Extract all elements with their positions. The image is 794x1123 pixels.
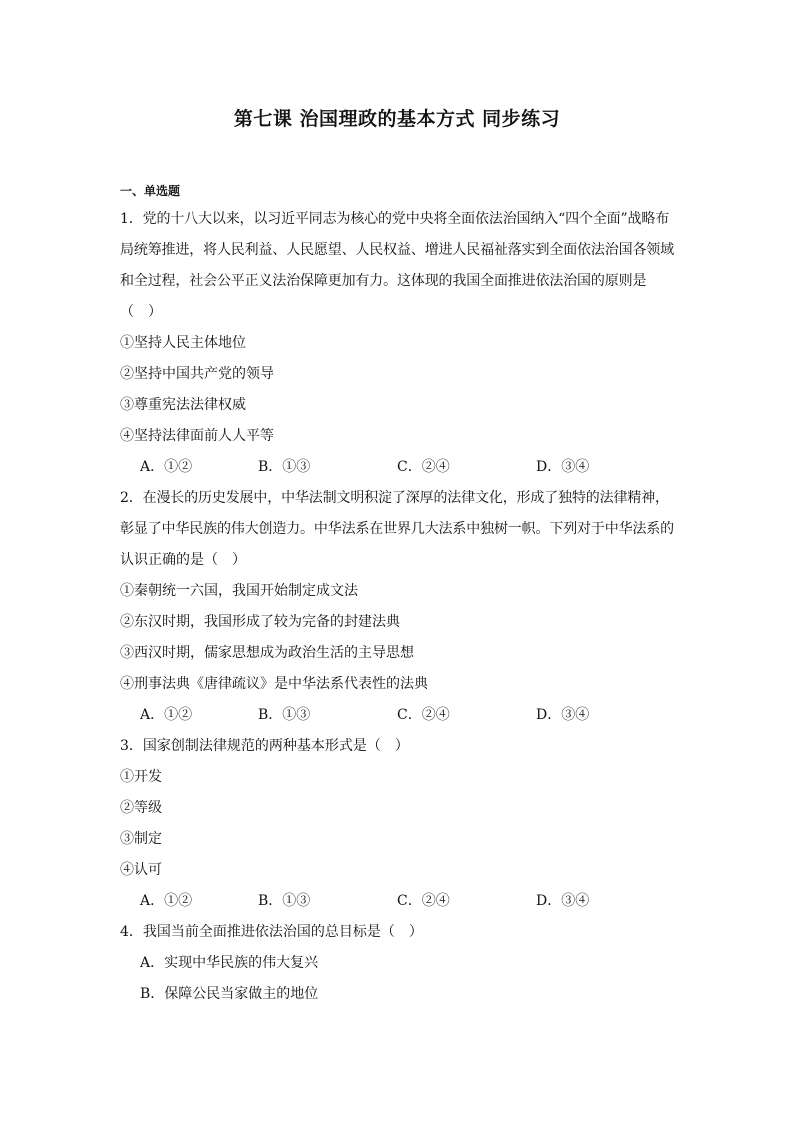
page-title: 第七课 治国理政的基本方式 同步练习 (233, 108, 561, 130)
choice-d: D．③④ (536, 707, 590, 723)
choice-a: A．①② (140, 459, 193, 475)
question-stem-line: 彰显了中华民族的伟大创造力。中华法系在世界几大法系中独树一帜。下列对于中华法系的 (120, 521, 674, 537)
question-4 (120, 917, 680, 1010)
answer-choices (120, 452, 680, 483)
section-heading: 一、单选题 (120, 184, 181, 198)
statement-item: ④刑事法典《唐律疏议》是中华法系代表性的法典 (120, 676, 428, 692)
statement-item: ①开发 (120, 769, 162, 785)
choice-a: A．实现中华民族的伟大复兴 (140, 955, 319, 971)
statement-item: ②坚持中国共产党的领导 (120, 366, 274, 382)
answer-blank: （ ） (120, 304, 162, 320)
choice-d: D．③④ (536, 459, 590, 475)
choice-a: A．①② (140, 893, 193, 909)
statement-item: ②等级 (120, 800, 162, 816)
choice-c: C．②④ (397, 459, 450, 475)
question-2 (120, 483, 680, 731)
statement-item: ④坚持法律面前人人平等 (120, 428, 274, 444)
question-stem-line: 认识正确的是（ ） (120, 552, 246, 568)
choice-b: B．①③ (258, 459, 311, 475)
choice-a: A．①② (140, 707, 193, 723)
question-stem-line: 3．国家创制法律规范的两种基本形式是（ ） (120, 738, 409, 754)
question-stem-line: 局统筹推进，将人民利益、人民愿望、人民权益、增进人民福祉落实到全面依法治国各领域 (120, 242, 674, 258)
statement-item: ④认可 (120, 862, 162, 878)
question-3 (120, 731, 680, 917)
question-stem-line: 1．党的十八大以来，以习近平同志为核心的党中央将全面依法治国纳入“四个全面”战略布 (120, 211, 670, 227)
question-stem-line: 2．在漫长的历史发展中，中华法制文明积淀了深厚的法律文化，形成了独特的法律精神， (120, 490, 669, 506)
choice-b: B．①③ (258, 707, 311, 723)
statement-item: ①秦朝统一六国，我国开始制定成文法 (120, 583, 358, 599)
statement-item: ③西汉时期，儒家思想成为政治生活的主导思想 (120, 645, 414, 661)
question-list (120, 204, 680, 1010)
choice-d: D．③④ (536, 893, 590, 909)
choice-c: C．②④ (397, 893, 450, 909)
choice-c: C．②④ (397, 707, 450, 723)
statement-item: ③尊重宪法法律权威 (120, 397, 246, 413)
question-1 (120, 204, 680, 483)
answer-choices (120, 700, 680, 731)
question-stem-line: 和全过程，社会公平正义法治保障更加有力。这体现的我国全面推进依法治国的原则是 (120, 273, 647, 289)
choice-b: B．①③ (258, 893, 311, 909)
question-stem-line: 4．我国当前全面推进依法治国的总目标是（ ） (120, 924, 423, 940)
statement-item: ①坚持人民主体地位 (120, 335, 246, 351)
answer-choices (120, 886, 680, 917)
statement-item: ②东汉时期，我国形成了较为完备的封建法典 (120, 614, 400, 630)
statement-item: ③制定 (120, 831, 162, 847)
choice-b: B．保障公民当家做主的地位 (140, 986, 319, 1002)
